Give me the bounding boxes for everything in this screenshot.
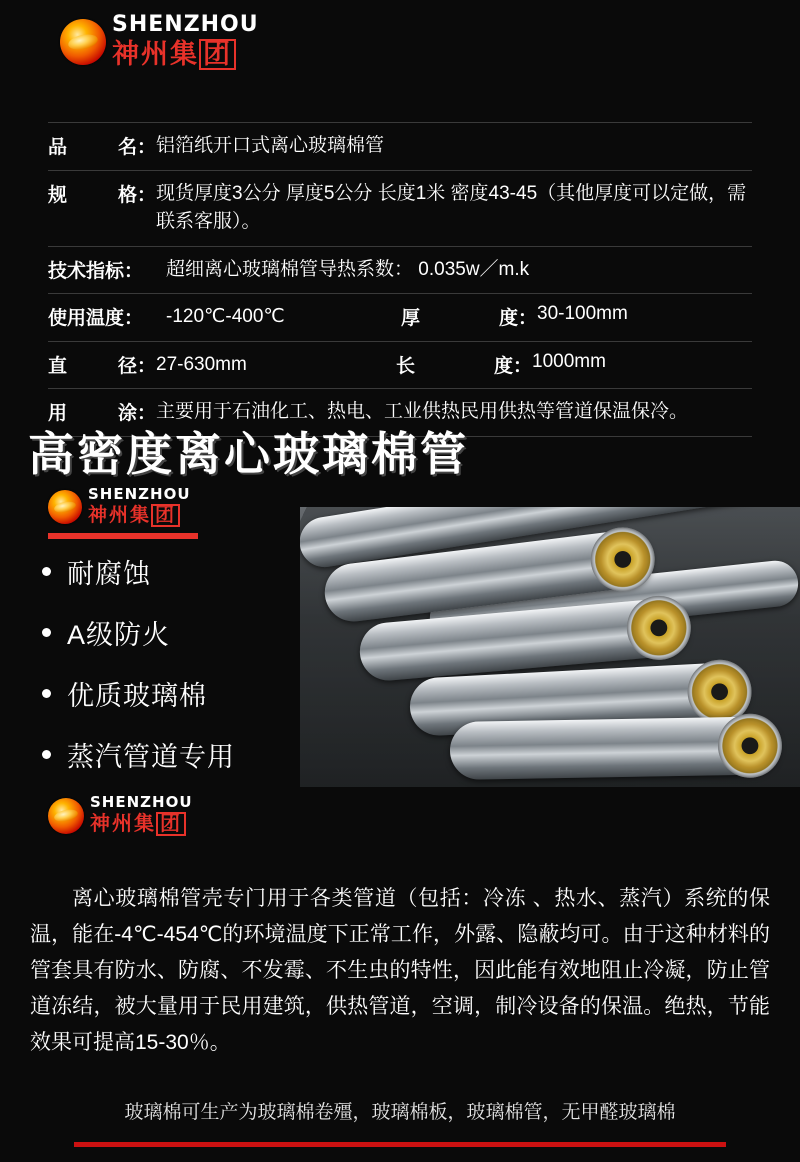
- row-label-left: 品: [48, 137, 68, 158]
- row-label: [48, 132, 156, 159]
- row-label: [48, 180, 156, 207]
- row-label-left: 技术指标: [48, 260, 125, 282]
- row-value: 主要用于石油化工、热电、工业供热民用供热等管道保温保冷。: [156, 401, 689, 422]
- row-colon: ：: [124, 260, 144, 282]
- flame-sun-icon: [48, 490, 82, 524]
- logo-group: [48, 795, 193, 836]
- row-label-left: 使用温度: [48, 308, 125, 329]
- row-value: 现货厚度3公分 厚度5公分 长度1米 密度43-45（其他厚度可以定做，需联系客服）。: [156, 182, 747, 232]
- logo-chinese-name: [112, 39, 259, 70]
- product-photo: [300, 507, 800, 787]
- list-item: [42, 674, 235, 713]
- footer-note: 玻璃棉可生产为玻璃棉卷殭，玻璃棉板，玻璃棉管，无甲醛玻璃棉: [124, 1102, 676, 1123]
- row-colon: ：: [136, 137, 156, 158]
- row-label-right-wrap: [118, 132, 156, 159]
- row-label-right: 涂: [117, 403, 137, 424]
- row-label2-left: 长: [396, 355, 416, 377]
- logo-text: [90, 795, 193, 836]
- row-label2-right: 度: [493, 355, 513, 377]
- row-content: [166, 303, 752, 332]
- row-label-right: 名: [117, 137, 137, 158]
- row-content: [156, 351, 752, 380]
- logo-text: [112, 14, 259, 70]
- row-label: [48, 256, 166, 283]
- feature-list: [42, 552, 235, 796]
- logo-chinese-part2: 团: [199, 39, 236, 70]
- row-colon: ：: [136, 355, 156, 377]
- logo-english-name: SHENZHOU: [112, 12, 259, 37]
- company-logo: [60, 14, 259, 70]
- features-section: [0, 487, 800, 787]
- logo-chinese-name: [88, 504, 191, 527]
- row-colon2: ：: [517, 308, 537, 329]
- row-colon: ：: [124, 308, 144, 329]
- bullet-dot-icon: [42, 567, 51, 576]
- brand-header: [60, 14, 259, 70]
- table-row: [48, 122, 752, 171]
- row-label: [48, 351, 156, 378]
- logo-chinese-part2: 团: [156, 812, 186, 836]
- logo-chinese-name: [90, 812, 193, 836]
- row-label-left: 用: [48, 403, 68, 424]
- footer-accent-line: [74, 1142, 726, 1147]
- bullet-dot-icon: [42, 689, 51, 698]
- row-colon: ：: [136, 184, 156, 206]
- logo-group: [48, 487, 191, 527]
- logo-text: [88, 487, 191, 527]
- description-paragraph: 离心玻璃棉管壳专门用于各类管道（包括：冷冻 、热水、蒸汽）系统的保温，能在-4℃-454℃的环境温度下正常工作，外露、隐蔽均可。由于这种材料的管套具有防水、防腐、不发霉、不生虫的特性，因此能有效地阻止冷凝，防止管道冻结，被大量用于民用建筑，供热管道，空调，制冷设备的保温。绝热，节能效果可提高15-30％。: [30, 887, 770, 1055]
- row-label-right-wrap: [118, 351, 156, 378]
- row-colon2: ：: [512, 355, 532, 377]
- feature-label: 优质玻璃棉: [67, 681, 207, 711]
- logo-chinese-part2: 团: [151, 504, 180, 527]
- bullet-dot-icon: [42, 750, 51, 759]
- logo-chinese-part1: 神州集: [112, 39, 199, 69]
- list-item: [42, 552, 235, 591]
- row-label-secondary: [376, 351, 532, 378]
- logo-chinese-part1: 神州集: [90, 813, 156, 835]
- bullet-dot-icon: [42, 628, 51, 637]
- logo-english-name: SHENZHOU: [90, 793, 193, 811]
- company-logo-small: [48, 487, 191, 527]
- row-colon: ：: [136, 403, 156, 424]
- logo-english-name: SHENZHOU: [88, 485, 191, 503]
- feature-label: A级防火: [67, 620, 171, 650]
- pipe-image: [449, 716, 780, 780]
- row-value-secondary: 30-100mm: [537, 303, 628, 324]
- row-label-right-wrap: [118, 180, 156, 207]
- row-value-secondary: 1000mm: [532, 350, 606, 372]
- row-value: 超细离心玻璃棉管导热系数： 0.035w／m.k: [166, 258, 530, 280]
- row-label-left: 规: [48, 184, 68, 206]
- table-row: [48, 247, 752, 295]
- row-label2-left: 厚: [401, 308, 421, 329]
- accent-divider: [48, 533, 198, 539]
- company-logo-small-2: [48, 795, 193, 836]
- page-title: 高密度离心玻璃棉管: [28, 428, 469, 480]
- row-value: 铝箔纸开口式离心玻璃棉管: [156, 135, 385, 156]
- row-value: 27-630mm: [156, 353, 247, 375]
- table-row: [48, 171, 752, 247]
- row-label-secondary: [381, 303, 537, 330]
- flame-sun-icon: [60, 19, 106, 65]
- pipe-end-icon: [717, 713, 782, 778]
- flame-sun-icon: [48, 798, 84, 834]
- logo-chinese-part1: 神州集: [88, 505, 152, 526]
- row-label2-right: 度: [498, 308, 518, 329]
- row-label-left: 直: [48, 355, 68, 377]
- row-label-right: 径: [117, 355, 137, 377]
- list-item: [42, 613, 235, 652]
- row-label2-right-wrap: [499, 303, 537, 330]
- feature-label: 耐腐蚀: [67, 559, 151, 589]
- specification-table: [48, 122, 752, 437]
- row-value: -120℃-400℃: [166, 306, 285, 327]
- row-label-right: 格: [117, 184, 137, 206]
- table-row: [48, 342, 752, 390]
- row-label2-right-wrap: [494, 351, 532, 378]
- table-row: [48, 294, 752, 342]
- row-label: [48, 303, 166, 330]
- feature-label: 蒸汽管道专用: [67, 742, 235, 772]
- list-item: [42, 735, 235, 774]
